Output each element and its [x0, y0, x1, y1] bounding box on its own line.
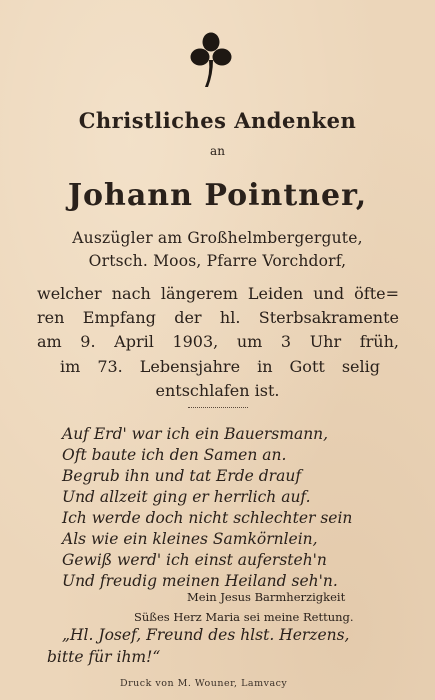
prayer-line-1: Mein Jesus Barmherzigkeit — [187, 590, 346, 604]
poem-line-2: Oft baute ich den Samen an. — [62, 446, 287, 464]
deceased-name: Johann Pointner, — [67, 178, 368, 213]
poem-line-8: Und freudig meinen Heiland seh'n. — [62, 572, 338, 590]
heading-title: Christliches Andenken — [78, 108, 357, 133]
poem-line-1: Auf Erd' war ich ein Bauersmann, — [62, 425, 329, 443]
quote-line-2: bitte für ihm!“ — [47, 648, 161, 666]
paragraph-line-4: im 73. Lebensjahre in Gott selig — [60, 357, 380, 376]
poem-line-3: Begrub ihn und tat Erde drauf — [62, 467, 302, 485]
paragraph-line-3: am 9. April 1903, um 3 Uhr früh, — [37, 332, 399, 351]
dotted-divider — [188, 407, 248, 408]
paragraph-line-1: welcher nach längerem Leiden und öfte= — [37, 284, 399, 303]
paragraph-line-2: ren Empfang der hl. Sterbsakramente — [37, 308, 399, 327]
quote-line-1: „Hl. Josef, Freund des hlst. Herzens, — [62, 626, 350, 644]
prayer-line-2: Süßes Herz Maria sei meine Rettung. — [134, 610, 354, 624]
poem-line-5: Ich werde doch nicht schlechter sein — [62, 509, 353, 527]
printer-imprint: Druck von M. Wouner, Lamvacy — [120, 678, 288, 689]
paragraph-line-5: entschlafen ist. — [155, 381, 280, 400]
heading-an: an — [210, 144, 225, 158]
poem-line-4: Und allzeit ging er herrlich auf. — [62, 488, 311, 506]
poem-line-6: Als wie ein kleines Samkörnlein, — [62, 530, 318, 548]
trefoil-cross-icon — [189, 32, 233, 88]
occupation-line-2: Ortsch. Moos, Pfarre Vorchdorf, — [88, 252, 347, 270]
poem-line-7: Gewiß werd' ich einst aufersteh'n — [62, 551, 327, 569]
occupation-line-1: Auszügler am Großhelmbergergute, — [72, 229, 363, 247]
